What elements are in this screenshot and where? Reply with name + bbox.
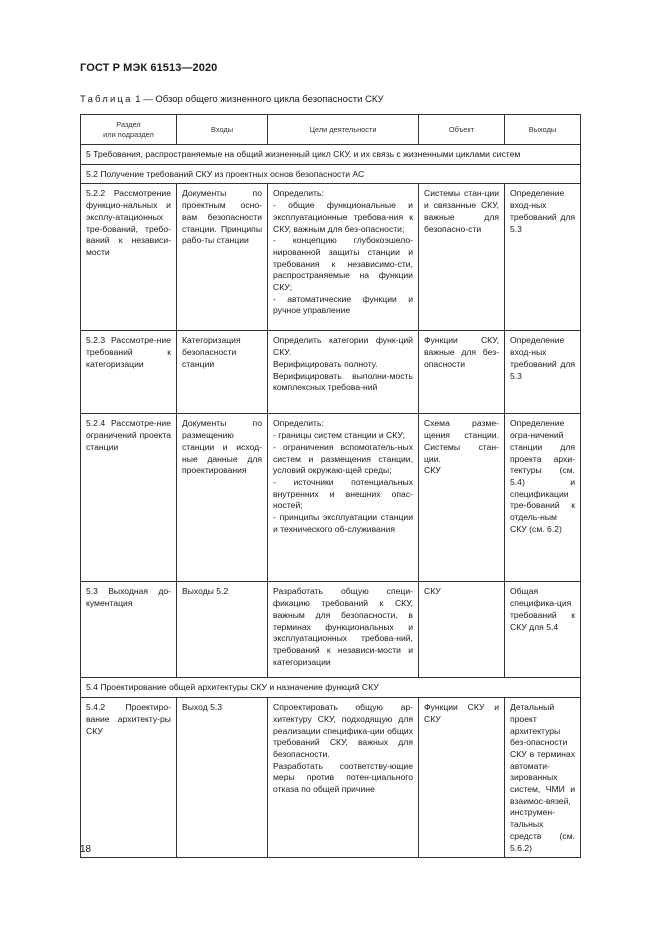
section-row-5-4 <box>81 678 581 698</box>
row-5-2-3-outputs: Определение вход-ных требований для 5.3 <box>505 331 581 414</box>
section-5-4-heading: 5.4 Проектирование общей архитектуры СКУ и назначение функций СКУ <box>81 678 581 698</box>
section-row-5-2 <box>81 164 581 184</box>
row-5-2-2-section: 5.2.2 Рассмотрение функцио-нальных и эксплу-атационных тре-бований, требо-ваний к независи-мости <box>81 184 177 331</box>
header-inputs: Входы <box>177 115 268 145</box>
header-object: Объект <box>419 115 505 145</box>
section-5-2-heading: 5.2 Получение требований СКУ из проектных основ безопасности АС <box>81 164 581 184</box>
row-5-4-2-outputs: Детальный проект архитектуры без-опасности СКУ в терминах автомати-зированных систем, ЧМИ и взаимос-вязей, инструмен-тальных средств (см. 5.6.2) <box>505 698 581 858</box>
section-row-5 <box>81 145 581 165</box>
header-goals: Цели деятельности <box>268 115 419 145</box>
row-5-3-inputs: Выходы 5.2 <box>177 582 268 678</box>
row-5-4-2-object: Функции СКУ и СКУ <box>419 698 505 858</box>
table-row <box>81 331 581 414</box>
row-5-2-4-inputs: Документы по размещению станции и исход-ные данные для проектирования <box>177 414 268 582</box>
row-5-2-2-outputs: Определение вход-ных требований для 5.3 <box>505 184 581 331</box>
row-5-2-2-inputs: Документы по проектным осно-вам безопасности станции. Принципы рабо-ты станции <box>177 184 268 331</box>
section-5-heading: 5 Требования, распространяемые на общий жизненный цикл СКУ, и их связь с жизненными циклами систем <box>81 145 581 165</box>
row-5-2-4-object: Схема разме-щения станции. Системы стан-ции. СКУ <box>419 414 505 582</box>
header-section: Раздел или подраздел <box>81 115 177 145</box>
row-5-3-outputs: Общая специфика-ция требований к СКУ для 5.4 <box>505 582 581 678</box>
document-title: ГОСТ Р МЭК 61513—2020 <box>80 62 218 74</box>
table-caption-label: Таблица <box>80 94 133 105</box>
table-header-row <box>81 115 581 145</box>
row-5-2-2-goals: Определить: - общие функциональные и эксплуатационные требова-ния к СКУ, важным для без-опасности; - концепцию глубокоэшело-нированной защиты станции и требования к независимо-сти, распространяемые на функции СКУ; - автоматические функции и ручное управление <box>268 184 419 331</box>
table-row <box>81 698 581 858</box>
table-row <box>81 184 581 331</box>
table-row <box>81 582 581 678</box>
row-5-3-goals: Разработать общую специ-фикацию требований к СКУ, важным для безопасности, в терминах функциональных и эксплуатационных требова-ний, требований к независи-мости и категоризации <box>268 582 419 678</box>
row-5-2-4-outputs: Определение огра-ничений станции для проекта архи-тектуры (см. 5.4) и спецификации тре-бований к отдель-ным СКУ (см. 6.2) <box>505 414 581 582</box>
row-5-2-3-object: Функции СКУ, важные для без-опасности <box>419 331 505 414</box>
header-outputs: Выходы <box>505 115 581 145</box>
table-row <box>81 414 581 582</box>
table-caption-text: 1 — Обзор общего жизненного цикла безопасности СКУ <box>135 94 384 105</box>
row-5-2-3-goals: Определить категории функ-ций СКУ. Верифицировать полноту. Верифицировать выполни-мость комплексных требова-ний <box>268 331 419 414</box>
row-5-2-2-object: Системы стан-ции и связанные СКУ, важные для безопасно-сти <box>419 184 505 331</box>
row-5-3-object: СКУ <box>419 582 505 678</box>
row-5-4-2-goals: Спроектировать общую ар-хитектуру СКУ, подходящую для реализации специфика-ции общих требований СКУ, важных для безопасности. Разработать соответству-ющие меры против потен-циального отказа по общей причине <box>268 698 419 858</box>
row-5-2-4-goals: Определить: - границы систем станции и СКУ; - ограничения вспомогатель-ных систем и размещения станции, условий окружаю-щей среды; - источники потенциальных внутренних и внешних опас-ностей; - принципы эксплуатации станции и технического об-служивания <box>268 414 419 582</box>
page-number: 18 <box>80 844 92 855</box>
row-5-4-2-section: 5.4.2 Проектиро-вание архитекту-ры СКУ <box>81 698 177 858</box>
row-5-2-4-section: 5.2.4 Рассмотре-ние ограничений проекта станции <box>81 414 177 582</box>
row-5-4-2-inputs: Выход 5.3 <box>177 698 268 858</box>
table-caption <box>80 94 384 105</box>
row-5-2-3-inputs: Категоризация безопасности станции <box>177 331 268 414</box>
row-5-3-section: 5.3 Выходная до-кументация <box>81 582 177 678</box>
lifecycle-table <box>80 114 581 858</box>
row-5-2-3-section: 5.2.3 Рассмотре-ние требований к категоризации <box>81 331 177 414</box>
